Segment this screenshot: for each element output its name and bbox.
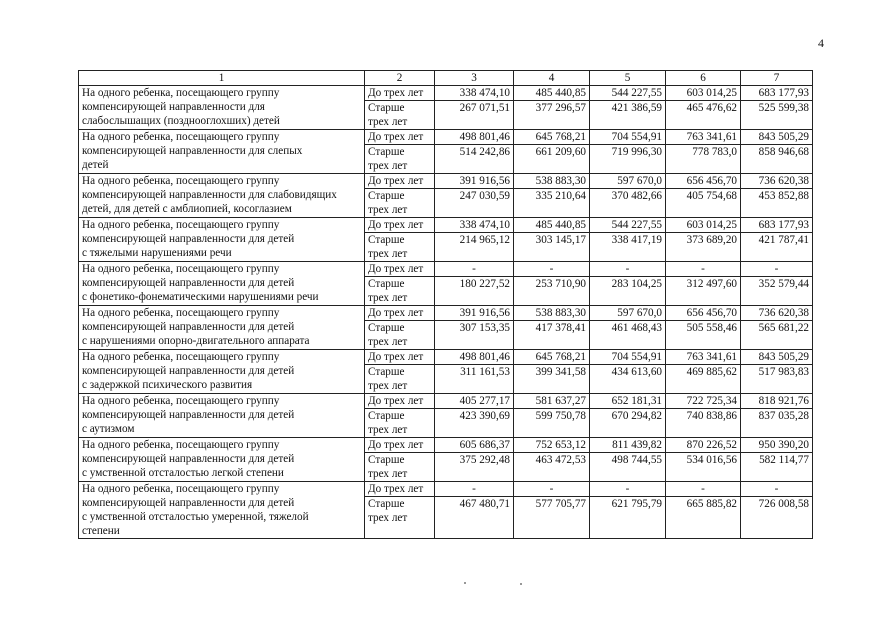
value-cell: - — [741, 262, 813, 277]
value-cell: 370 482,66 — [590, 189, 666, 218]
value-cell: 670 294,82 — [590, 409, 666, 438]
description-line: с задержкой психического развития — [82, 379, 253, 391]
value-cell: 180 227,52 — [435, 277, 514, 306]
table-row — [79, 394, 813, 409]
value-cell: 704 554,91 — [590, 350, 666, 365]
group-description — [79, 438, 365, 482]
cost-table — [78, 70, 813, 539]
value-cell: 517 983,83 — [741, 365, 813, 394]
value-cell: 421 787,41 — [741, 233, 813, 262]
group-description — [79, 130, 365, 174]
age-category — [365, 86, 435, 101]
age-label: До трех лет — [368, 351, 424, 363]
column-number-1: 1 — [79, 71, 365, 86]
description-line: с фонетико-фонематическими нарушениями речи — [82, 291, 319, 303]
column-number-5: 5 — [590, 71, 666, 86]
description-line: с аутизмом — [82, 423, 135, 435]
description-line: компенсирующей направленности для детей — [82, 277, 295, 289]
value-cell: 870 226,52 — [666, 438, 741, 453]
value-cell: 778 783,0 — [666, 145, 741, 174]
age-label: До трех лет — [368, 131, 424, 143]
description-line: с умственной отсталостью умеренной, тяжелой — [82, 511, 309, 523]
group-description — [79, 262, 365, 306]
value-cell: 582 114,77 — [741, 453, 813, 482]
description-line: На одного ребенка, посещающего группу — [82, 351, 280, 363]
value-cell: 603 014,25 — [666, 218, 741, 233]
description-line: компенсирующей направленности для слабовидящих — [82, 189, 337, 201]
description-line: На одного ребенка, посещающего группу — [82, 439, 280, 451]
value-cell: 597 670,0 — [590, 174, 666, 189]
value-cell: 726 008,58 — [741, 497, 813, 539]
value-cell: 656 456,70 — [666, 174, 741, 189]
age-label: трех лет — [368, 116, 408, 128]
description-line: компенсирующей направленности для детей — [82, 497, 295, 509]
age-label: До трех лет — [368, 87, 424, 99]
value-cell: 950 390,20 — [741, 438, 813, 453]
age-label: До трех лет — [368, 395, 424, 407]
value-cell: 467 480,71 — [435, 497, 514, 539]
value-cell: 605 686,37 — [435, 438, 514, 453]
value-cell: 818 921,76 — [741, 394, 813, 409]
value-cell: - — [514, 262, 590, 277]
value-cell: 461 468,43 — [590, 321, 666, 350]
value-cell: 652 181,31 — [590, 394, 666, 409]
value-cell: 498 801,46 — [435, 350, 514, 365]
value-cell: 763 341,61 — [666, 350, 741, 365]
age-category — [365, 482, 435, 497]
age-label: До трех лет — [368, 219, 424, 231]
value-cell: 399 341,58 — [514, 365, 590, 394]
age-category — [365, 394, 435, 409]
value-cell: 498 801,46 — [435, 130, 514, 145]
age-label: трех лет — [368, 380, 408, 392]
value-cell: 505 558,46 — [666, 321, 741, 350]
value-cell: - — [590, 482, 666, 497]
value-cell: - — [741, 482, 813, 497]
age-category — [365, 365, 435, 394]
value-cell: - — [435, 262, 514, 277]
value-cell: 465 476,62 — [666, 101, 741, 130]
value-cell: 485 440,85 — [514, 218, 590, 233]
value-cell: - — [590, 262, 666, 277]
value-cell: 544 227,55 — [590, 218, 666, 233]
value-cell: 740 838,86 — [666, 409, 741, 438]
value-cell: 405 754,68 — [666, 189, 741, 218]
description-line: с нарушениями опорно-двигательного аппарата — [82, 335, 310, 347]
age-label: До трех лет — [368, 483, 424, 495]
column-number-7: 7 — [741, 71, 813, 86]
description-line: с умственной отсталостью легкой степени — [82, 467, 284, 479]
age-category — [365, 453, 435, 482]
value-cell: 463 472,53 — [514, 453, 590, 482]
value-cell: - — [514, 482, 590, 497]
age-label: До трех лет — [368, 175, 424, 187]
age-label: Старше — [368, 234, 405, 246]
value-cell: 656 456,70 — [666, 306, 741, 321]
age-category — [365, 218, 435, 233]
description-line: компенсирующей направленности для детей — [82, 453, 295, 465]
age-label: Старше — [368, 322, 405, 334]
value-cell: 335 210,64 — [514, 189, 590, 218]
value-cell: 645 768,21 — [514, 130, 590, 145]
column-number-6: 6 — [666, 71, 741, 86]
value-cell: 267 071,51 — [435, 101, 514, 130]
age-category — [365, 277, 435, 306]
value-cell: - — [435, 482, 514, 497]
value-cell: 599 750,78 — [514, 409, 590, 438]
age-label: Старше — [368, 410, 405, 422]
value-cell: 525 599,38 — [741, 101, 813, 130]
age-category — [365, 350, 435, 365]
age-category — [365, 130, 435, 145]
description-line: компенсирующей направленности для детей — [82, 321, 295, 333]
value-cell: 577 705,77 — [514, 497, 590, 539]
scan-speck — [520, 583, 522, 585]
age-label: трех лет — [368, 424, 408, 436]
age-category — [365, 174, 435, 189]
value-cell: 453 852,88 — [741, 189, 813, 218]
age-label: Старше — [368, 454, 405, 466]
age-category — [365, 262, 435, 277]
value-cell: 214 965,12 — [435, 233, 514, 262]
value-cell: 405 277,17 — [435, 394, 514, 409]
value-cell: 736 620,38 — [741, 306, 813, 321]
description-line: На одного ребенка, посещающего группу — [82, 87, 280, 99]
age-category — [365, 497, 435, 539]
value-cell: 391 916,56 — [435, 174, 514, 189]
value-cell: 338 417,19 — [590, 233, 666, 262]
table-row — [79, 218, 813, 233]
age-label: Старше — [368, 146, 405, 158]
value-cell: 621 795,79 — [590, 497, 666, 539]
header-row — [79, 71, 813, 86]
column-number-2: 2 — [365, 71, 435, 86]
table-row — [79, 262, 813, 277]
table-row — [79, 306, 813, 321]
value-cell: 338 474,10 — [435, 86, 514, 101]
age-label: трех лет — [368, 292, 408, 304]
value-cell: 645 768,21 — [514, 350, 590, 365]
description-line: компенсирующей направленности для — [82, 101, 265, 113]
value-cell: 469 885,62 — [666, 365, 741, 394]
value-cell: 534 016,56 — [666, 453, 741, 482]
value-cell: 423 390,69 — [435, 409, 514, 438]
value-cell: 373 689,20 — [666, 233, 741, 262]
table-row — [79, 174, 813, 189]
age-label: трех лет — [368, 512, 408, 524]
table-row — [79, 350, 813, 365]
age-label: трех лет — [368, 248, 408, 260]
value-cell: 283 104,25 — [590, 277, 666, 306]
group-description — [79, 174, 365, 218]
age-label: До трех лет — [368, 439, 424, 451]
value-cell: 391 916,56 — [435, 306, 514, 321]
value-cell: 253 710,90 — [514, 277, 590, 306]
age-category — [365, 409, 435, 438]
value-cell: 303 145,17 — [514, 233, 590, 262]
value-cell: - — [666, 262, 741, 277]
description-line: На одного ребенка, посещающего группу — [82, 483, 280, 495]
age-label: Старше — [368, 498, 405, 510]
age-label: Старше — [368, 278, 405, 290]
value-cell: 434 613,60 — [590, 365, 666, 394]
age-label: трех лет — [368, 336, 408, 348]
value-cell: 661 209,60 — [514, 145, 590, 174]
value-cell: 421 386,59 — [590, 101, 666, 130]
value-cell: 581 637,27 — [514, 394, 590, 409]
value-cell: 722 725,34 — [666, 394, 741, 409]
value-cell: 538 883,30 — [514, 306, 590, 321]
table-row — [79, 130, 813, 145]
description-line: На одного ребенка, посещающего группу — [82, 395, 280, 407]
age-category — [365, 145, 435, 174]
description-line: На одного ребенка, посещающего группу — [82, 219, 280, 231]
value-cell: 352 579,44 — [741, 277, 813, 306]
table-row — [79, 482, 813, 497]
value-cell: 311 161,53 — [435, 365, 514, 394]
age-category — [365, 438, 435, 453]
value-cell: 597 670,0 — [590, 306, 666, 321]
value-cell: 811 439,82 — [590, 438, 666, 453]
column-number-3: 3 — [435, 71, 514, 86]
group-description — [79, 350, 365, 394]
value-cell: 338 474,10 — [435, 218, 514, 233]
value-cell: 837 035,28 — [741, 409, 813, 438]
age-category — [365, 321, 435, 350]
value-cell: 247 030,59 — [435, 189, 514, 218]
group-description — [79, 306, 365, 350]
value-cell: - — [666, 482, 741, 497]
group-description — [79, 394, 365, 438]
value-cell: 719 996,30 — [590, 145, 666, 174]
value-cell: 375 292,48 — [435, 453, 514, 482]
group-description — [79, 86, 365, 130]
description-line: компенсирующей направленности для детей — [82, 365, 295, 377]
value-cell: 544 227,55 — [590, 86, 666, 101]
page-number: 4 — [818, 36, 824, 50]
value-cell: 603 014,25 — [666, 86, 741, 101]
age-label: До трех лет — [368, 307, 424, 319]
value-cell: 377 296,57 — [514, 101, 590, 130]
table-row — [79, 438, 813, 453]
value-cell: 736 620,38 — [741, 174, 813, 189]
value-cell: 683 177,93 — [741, 218, 813, 233]
age-label: Старше — [368, 102, 405, 114]
column-number-4: 4 — [514, 71, 590, 86]
value-cell: 498 744,55 — [590, 453, 666, 482]
description-line: компенсирующей направленности для детей — [82, 233, 295, 245]
description-line: детей, для детей с амблиопией, косоглазием — [82, 203, 292, 215]
description-line: детей — [82, 159, 109, 171]
value-cell: 312 497,60 — [666, 277, 741, 306]
value-cell: 307 153,35 — [435, 321, 514, 350]
value-cell: 858 946,68 — [741, 145, 813, 174]
value-cell: 763 341,61 — [666, 130, 741, 145]
description-line: На одного ребенка, посещающего группу — [82, 175, 280, 187]
description-line: На одного ребенка, посещающего группу — [82, 307, 280, 319]
value-cell: 843 505,29 — [741, 350, 813, 365]
age-label: трех лет — [368, 204, 408, 216]
value-cell: 752 653,12 — [514, 438, 590, 453]
value-cell: 704 554,91 — [590, 130, 666, 145]
age-label: трех лет — [368, 468, 408, 480]
description-line: слабослышащих (позднооглохших) детей — [82, 115, 280, 127]
value-cell: 843 505,29 — [741, 130, 813, 145]
description-line: На одного ребенка, посещающего группу — [82, 131, 280, 143]
age-category — [365, 306, 435, 321]
age-category — [365, 189, 435, 218]
value-cell: 538 883,30 — [514, 174, 590, 189]
value-cell: 665 885,82 — [666, 497, 741, 539]
description-line: На одного ребенка, посещающего группу — [82, 263, 280, 275]
scan-speck — [464, 582, 466, 584]
age-label: До трех лет — [368, 263, 424, 275]
value-cell: 514 242,86 — [435, 145, 514, 174]
description-line: компенсирующей направленности для слепых — [82, 145, 303, 157]
description-line: компенсирующей направленности для детей — [82, 409, 295, 421]
age-category — [365, 233, 435, 262]
description-line: степени — [82, 525, 120, 537]
description-line: с тяжелыми нарушениями речи — [82, 247, 232, 259]
age-category — [365, 101, 435, 130]
group-description — [79, 482, 365, 539]
group-description — [79, 218, 365, 262]
age-label: Старше — [368, 366, 405, 378]
value-cell: 485 440,85 — [514, 86, 590, 101]
value-cell: 565 681,22 — [741, 321, 813, 350]
value-cell: 683 177,93 — [741, 86, 813, 101]
value-cell: 417 378,41 — [514, 321, 590, 350]
age-label: Старше — [368, 190, 405, 202]
age-label: трех лет — [368, 160, 408, 172]
table-row — [79, 86, 813, 101]
